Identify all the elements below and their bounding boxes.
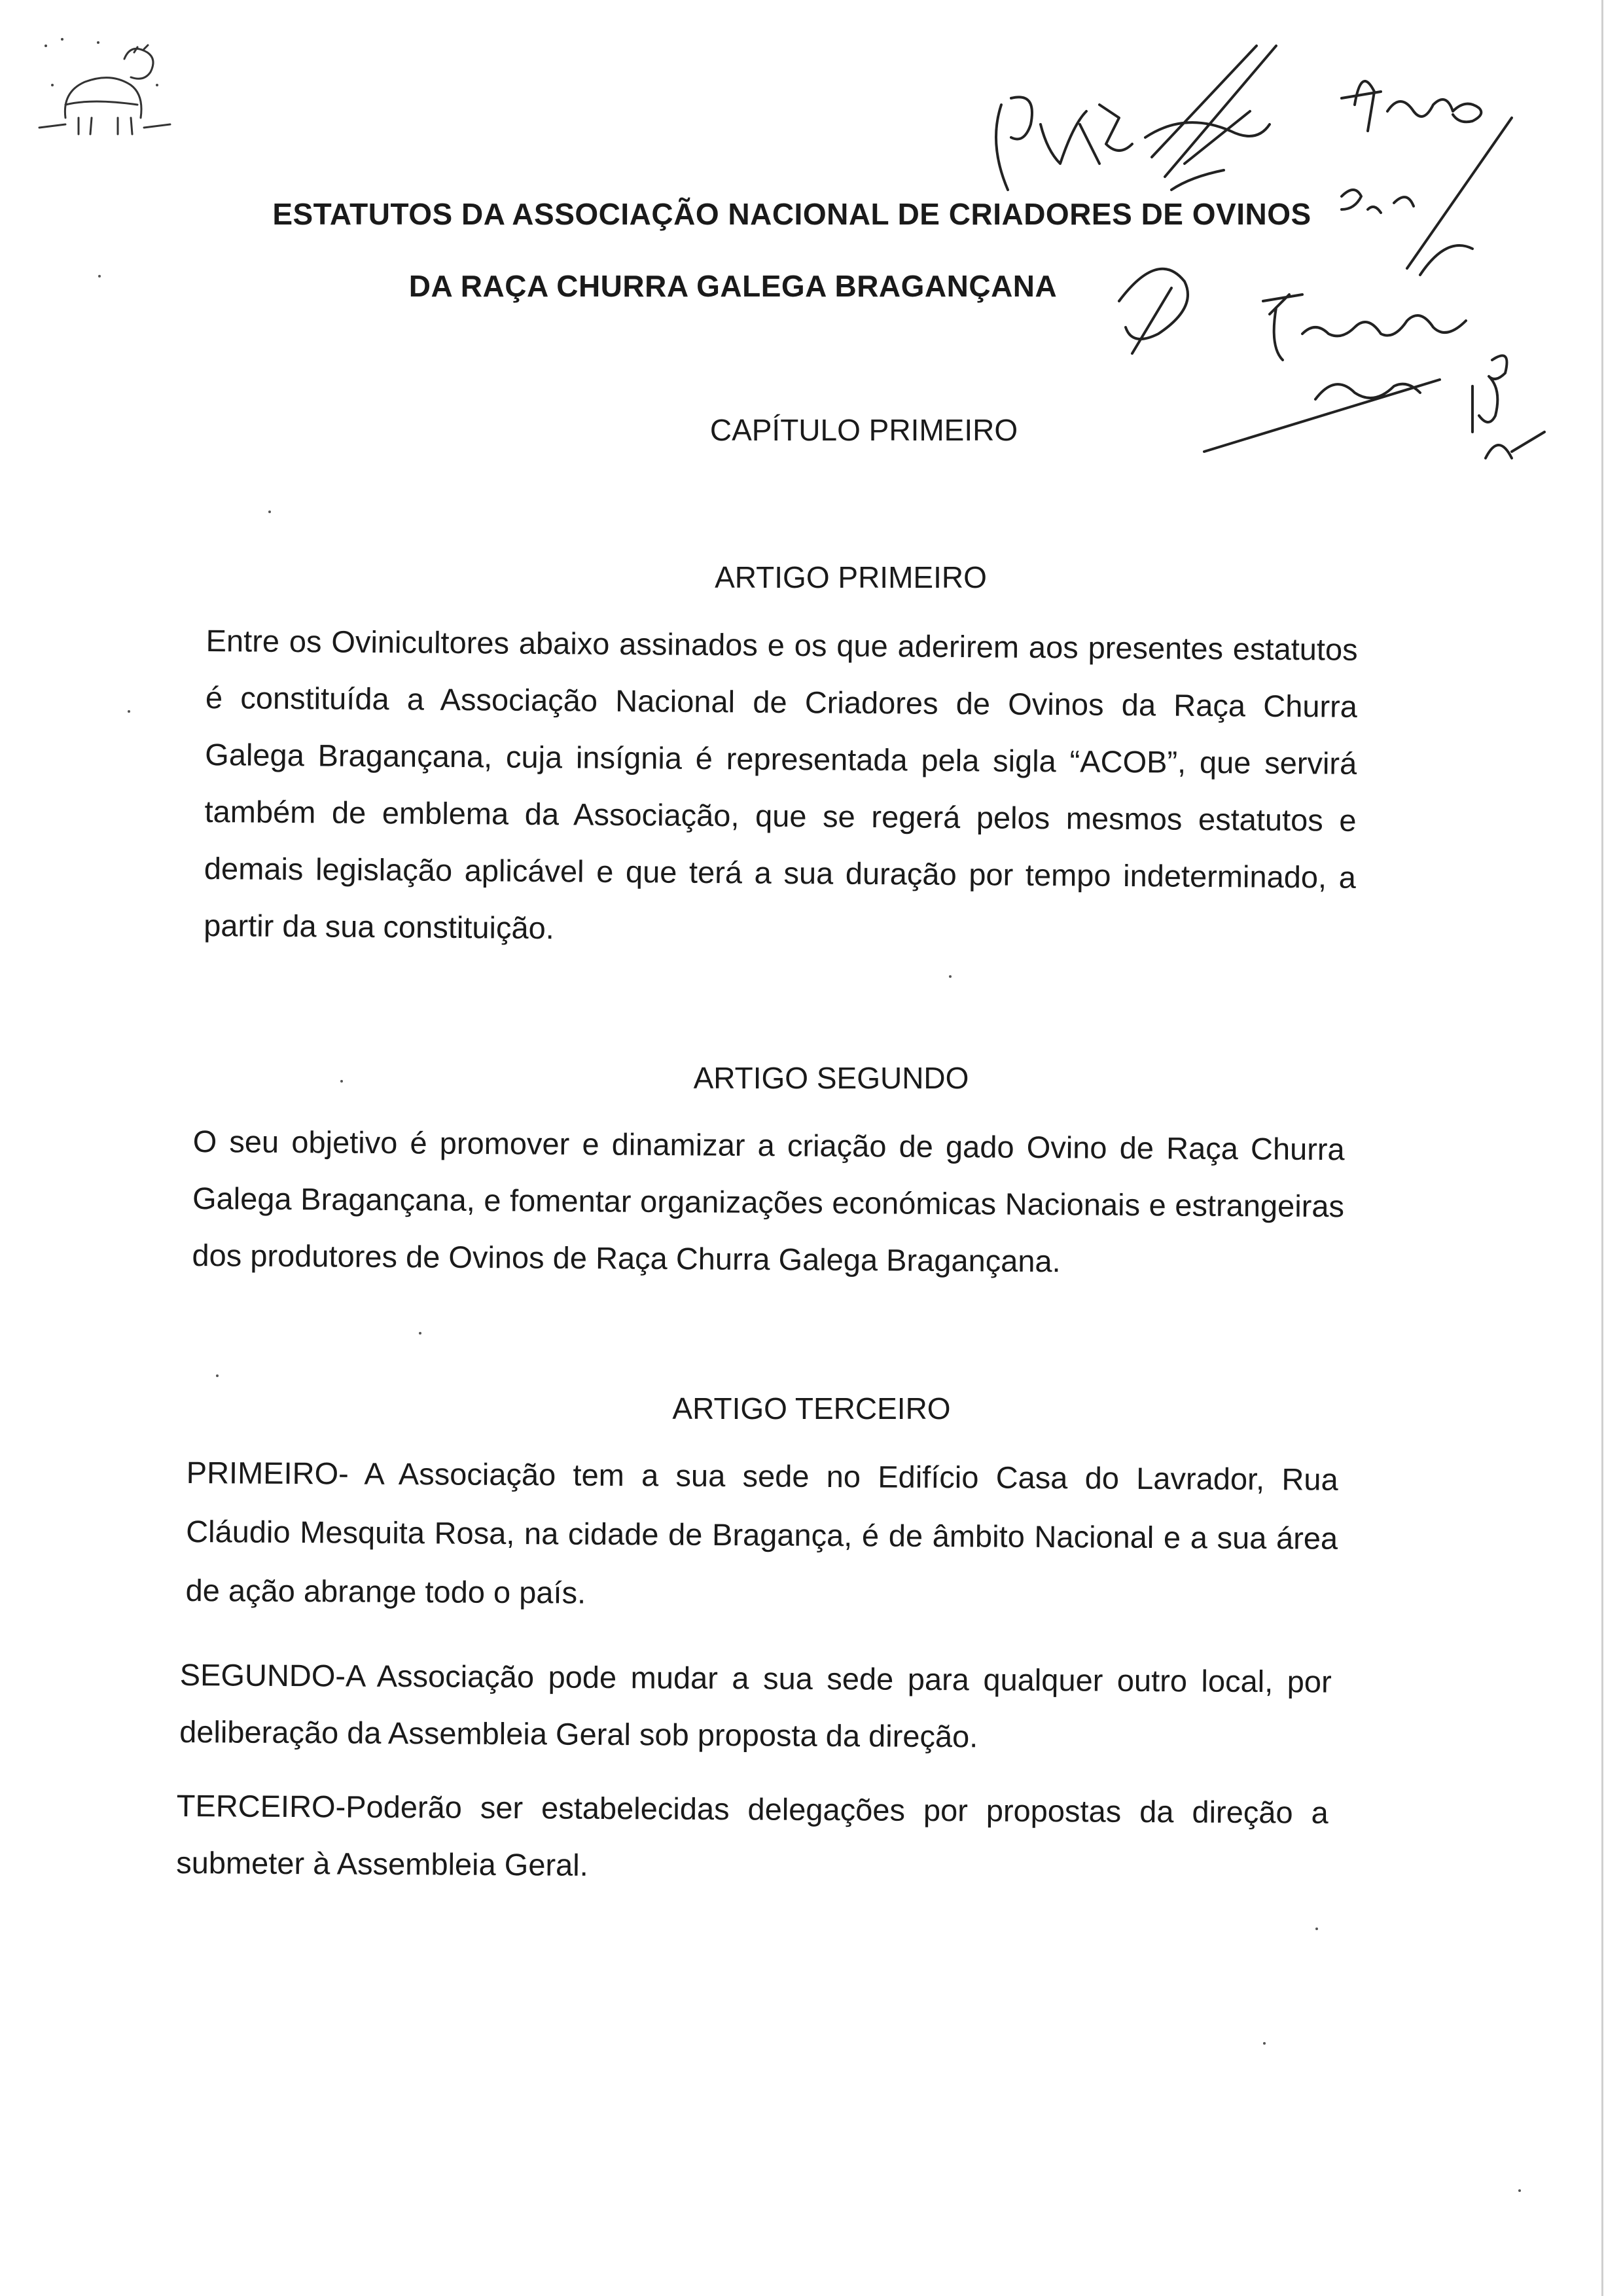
scan-speck bbox=[1315, 1928, 1318, 1930]
scan-speck bbox=[268, 511, 271, 513]
document-title-line-2: DA RAÇA CHURRA GALEGA BRAGANÇANA bbox=[408, 269, 1058, 303]
scan-speck bbox=[98, 275, 101, 278]
article-3-heading: ARTIGO TERCEIRO bbox=[672, 1391, 951, 1426]
scan-speck bbox=[128, 710, 130, 713]
article-3-clause-3: TERCEIRO-Poderão ser estabelecidas delegações por propostas da direção a submeter à Assembleia Geral. bbox=[176, 1787, 1329, 1882]
article-3-clause-1: PRIMEIRO- A Associação tem a sua sede no Edifício Casa do Lavrador, Rua Cláudio Mesquita Rosa, na cidade de Bragança, é de âmbito Nacional e a sua área de ação abrange todo o país. bbox=[185, 1454, 1338, 1610]
scan-speck bbox=[1263, 2042, 1266, 2045]
article-1-heading: ARTIGO PRIMEIRO bbox=[715, 560, 987, 594]
scan-speck bbox=[340, 1080, 343, 1083]
scan-speck bbox=[216, 1374, 219, 1377]
article-3-clause-2: SEGUNDO-A Associação pode mudar a sua sede para qualquer outro local, por deliberação da Assembleia Geral sob proposta da direção. bbox=[179, 1657, 1332, 1754]
sheep-logo-icon bbox=[26, 20, 183, 144]
article-2-heading: ARTIGO SEGUNDO bbox=[693, 1061, 969, 1095]
document-title-line-1: ESTATUTOS DA ASSOCIAÇÃO NACIONAL DE CRIADORES DE OVINOS bbox=[272, 197, 1311, 231]
article-2-paragraph: O seu objetivo é promover e dinamizar a criação de gado Ovino de Raça Churra Galega Bragançana, e fomentar organizações económicas Nacionais e estrangeiras dos produtores de Ovinos de Raça Churra Galega Bragançana. bbox=[192, 1123, 1345, 1279]
scan-edge-line bbox=[1601, 0, 1603, 2296]
article-1-paragraph: Entre os Ovinicultores abaixo assinados e os que aderirem aos presentes estatutos é constituída a Associação Nacional de Criadores de Ovinos da Raça Churra Galega Bragançana, cuja insígnia é representada pela sigla “ACOB”, que servirá também de emblema da Associação, que se regerá pelos mesmos estatutos e demais legislação aplicável e que terá a sua duração por tempo indeterminado, a partir da sua constituição. bbox=[204, 622, 1358, 946]
scan-speck bbox=[419, 1332, 421, 1335]
scan-speck bbox=[1518, 2189, 1521, 2192]
chapter-heading: CAPÍTULO PRIMEIRO bbox=[709, 413, 1018, 447]
scan-speck bbox=[949, 975, 952, 978]
